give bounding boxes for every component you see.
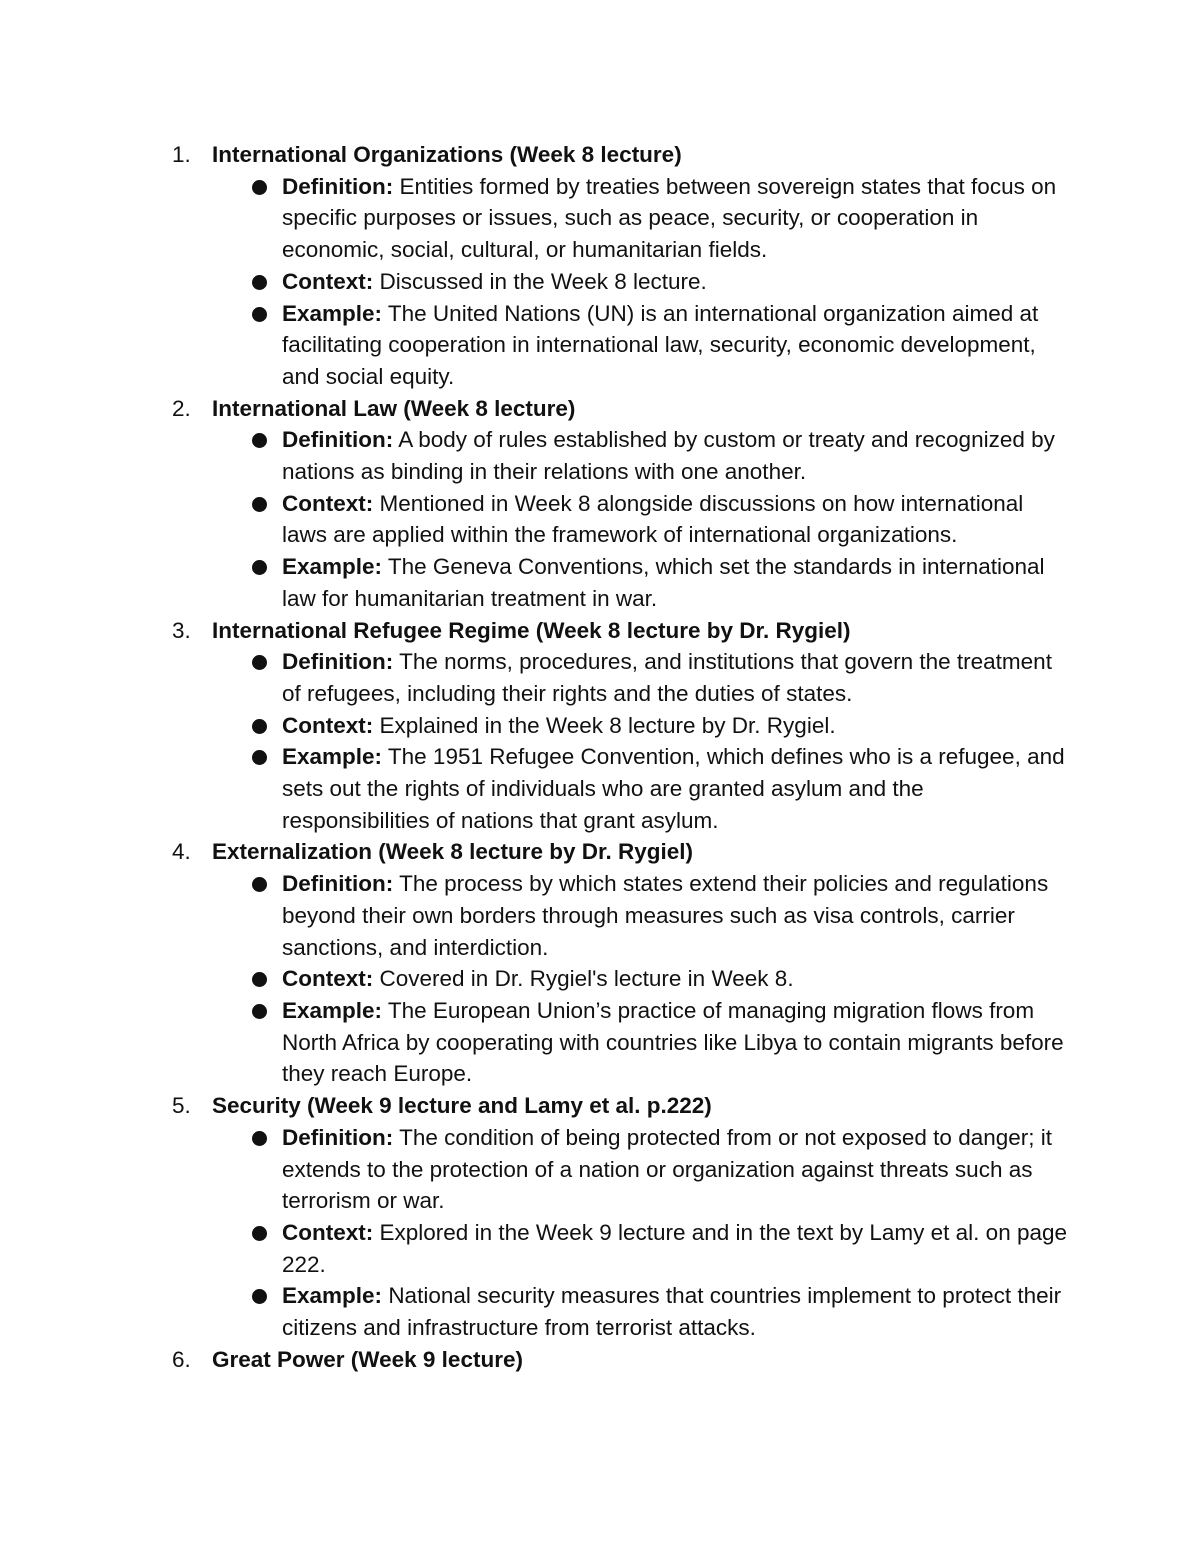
example-item: [248, 995, 1072, 1090]
definition-item: [248, 424, 1072, 487]
definition-label: Definition:: [282, 649, 394, 675]
term-details: [172, 171, 1072, 393]
term-details: [172, 424, 1072, 614]
term-title: International Law (Week 8 lecture): [212, 395, 576, 421]
definition-text: The norms, procedures, and institutions that govern the treatment of refugees, including their rights and the duties of states.: [282, 649, 1052, 706]
term-number: 4.: [172, 839, 191, 865]
context-item: [248, 963, 1072, 995]
bullet-icon: [252, 972, 267, 987]
bullet-icon: [252, 560, 267, 575]
context-label: Context:: [282, 268, 374, 294]
context-label: Context:: [282, 1219, 374, 1245]
term-item: [172, 615, 1072, 837]
term-details: [172, 868, 1072, 1090]
bullet-icon: [252, 1004, 267, 1019]
term-item: [172, 1344, 1072, 1376]
context-item: [248, 710, 1072, 742]
context-text: Mentioned in Week 8 alongside discussions on how international laws are applied within the framework of international organizations.: [282, 490, 1024, 548]
definition-item: [248, 1122, 1072, 1217]
context-item: [248, 266, 1072, 298]
context-text: Explained in the Week 8 lecture by Dr. Rygiel.: [379, 712, 836, 738]
example-label: Example:: [282, 1283, 383, 1309]
example-label: Example:: [282, 300, 383, 326]
term-heading: [172, 393, 1072, 425]
term-item: [172, 1090, 1072, 1344]
term-number: 6.: [172, 1346, 191, 1372]
context-label: Context:: [282, 490, 374, 516]
definition-label: Definition:: [282, 427, 394, 453]
definition-label: Definition:: [282, 871, 394, 897]
example-item: [248, 1280, 1072, 1343]
example-text: The European Union’s practice of managing migration flows from North Africa by cooperating with countries like Libya to contain migrants before they reach Europe.: [282, 997, 1064, 1087]
definition-text: The process by which states extend their policies and regulations beyond their own borders through measures such as visa controls, carrier sanctions, and interdiction.: [282, 871, 1049, 960]
term-item: [172, 836, 1072, 1090]
definition-item: [248, 646, 1072, 709]
example-label: Example:: [282, 744, 383, 770]
example-text: The Geneva Conventions, which set the standards in international law for humanitarian treatment in war.: [282, 554, 1045, 611]
term-details: [172, 1122, 1072, 1344]
example-item: [248, 298, 1072, 393]
term-heading: [172, 1344, 1072, 1376]
term-title: Externalization (Week 8 lecture by Dr. Rygiel): [212, 839, 693, 865]
term-item: [172, 139, 1072, 393]
context-text: Covered in Dr. Rygiel's lecture in Week 8.: [379, 966, 794, 992]
term-item: [172, 393, 1072, 615]
term-title: International Organizations (Week 8 lecture): [212, 142, 682, 167]
terms-list: [172, 139, 1072, 1375]
context-label: Context:: [282, 966, 374, 992]
term-heading: [172, 1090, 1072, 1122]
bullet-icon: [252, 1289, 267, 1304]
definition-item: [248, 868, 1072, 963]
context-item: [248, 1217, 1072, 1280]
example-text: The United Nations (UN) is an international organization aimed at facilitating cooperation in international law, security, economic development, and social equity.: [282, 300, 1039, 389]
term-title: Security (Week 9 lecture and Lamy et al. p.222): [212, 1093, 712, 1119]
term-heading: [172, 836, 1072, 868]
definition-item: [248, 171, 1072, 266]
context-text: Explored in the Week 9 lecture and in the text by Lamy et al. on page 222.: [282, 1219, 1068, 1277]
definition-text: A body of rules established by custom or treaty and recognized by nations as binding in their relations with one another.: [282, 427, 1055, 485]
term-details: [172, 646, 1072, 836]
bullet-icon: [252, 877, 267, 892]
context-item: [248, 488, 1072, 551]
bullet-icon: [252, 275, 267, 290]
bullet-icon: [252, 1131, 267, 1146]
term-heading: [172, 615, 1072, 647]
term-number: 3.: [172, 617, 191, 643]
context-label: Context:: [282, 712, 374, 738]
term-number: 5.: [172, 1093, 191, 1119]
term-title: International Refugee Regime (Week 8 lecture by Dr. Rygiel): [212, 617, 851, 643]
context-text: Discussed in the Week 8 lecture.: [379, 268, 707, 294]
definition-label: Definition:: [282, 1124, 394, 1150]
term-title: Great Power (Week 9 lecture): [212, 1346, 523, 1372]
bullet-icon: [252, 497, 267, 512]
bullet-icon: [252, 750, 267, 765]
bullet-icon: [252, 433, 267, 448]
term-heading: [172, 139, 1072, 171]
bullet-icon: [252, 180, 267, 195]
definition-label: Definition:: [282, 173, 394, 199]
term-number: 2.: [172, 395, 191, 421]
example-item: [248, 551, 1072, 614]
definition-text: The condition of being protected from or not exposed to danger; it extends to the protection of a nation or organization against threats such as terrorism or war.: [282, 1124, 1053, 1214]
bullet-icon: [252, 719, 267, 734]
definition-text: Entities formed by treaties between sovereign states that focus on specific purposes or issues, such as peace, security, or cooperation in economic, social, cultural, or humanitarian fields.: [282, 173, 1057, 263]
bullet-icon: [252, 655, 267, 670]
bullet-icon: [252, 1226, 267, 1241]
example-label: Example:: [282, 997, 383, 1023]
term-number: 1.: [172, 142, 191, 167]
example-item: [248, 741, 1072, 836]
example-text: National security measures that countries implement to protect their citizens and infrastructure from terrorist attacks.: [282, 1283, 1062, 1341]
bullet-icon: [252, 307, 267, 322]
example-label: Example:: [282, 554, 383, 580]
example-text: The 1951 Refugee Convention, which defines who is a refugee, and sets out the rights of individuals who are granted asylum and the responsibilities of nations that grant asylum.: [282, 744, 1065, 833]
